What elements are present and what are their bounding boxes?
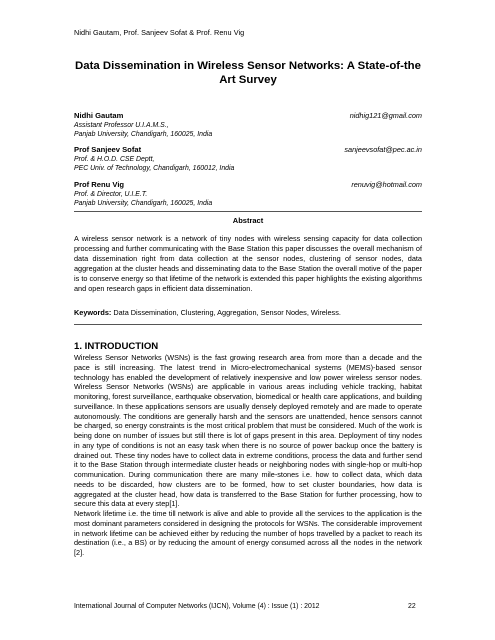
author-affiliation: Assistant Professor U.I.A.M.S.,	[74, 121, 169, 129]
running-head: Nidhi Gautam, Prof. Sanjeev Sofat & Prof. Renu Vig	[74, 28, 245, 37]
paragraph: Network lifetime i.e. the time till network is alive and able to provide all the services to the application is the most dominant parameters considered in designing the protocols for WSNs. The considerable improvement in network lifetime can be achieved either by reducing the number of hops travelled by a packet to reach its destination (i.e., a BS) or by reducing the amount of energy consumed across all the nodes in the network [2].	[74, 509, 422, 557]
section-heading-introduction: 1. INTRODUCTION	[74, 341, 159, 352]
introduction-body	[74, 353, 422, 558]
author-name: Prof Renu Vig	[74, 180, 125, 189]
abstract-top-rule	[74, 211, 422, 212]
author-email: sanjeevsofat@pec.ac.in	[344, 145, 422, 154]
author-affiliation: Prof. & H.O.D. CSE Deptt,	[74, 155, 155, 163]
footer-journal: International Journal of Computer Networks (IJCN), Volume (4) : Issue (1) : 2012	[74, 603, 320, 610]
paragraph: Wireless Sensor Networks (WSNs) is the fast growing research area from more than a decade and the pace is still increasing. The latest trend in Micro-electromechanical systems (MEMS)-based sensor technology has enabled the development of relatively inexpensive and low power wireless sensor nodes. Wireless Sensor Networks (WSNs) are applicable in various areas including vehicle tracking, habitat monitoring, forest surveillance, earthquake observation, biomedical or health care applications, and building surveillance. In these applications sensors are usually densely deployed remotely and are made to operate autonomously. The conditions are generally harsh and the sensors are unattended, hence sensors cannot be charged, so energy constraints is the most critical problem that must be considered. Much of the work is being done on number of issues but still there is lot of gaps present in this area. Deployment of tiny nodes in any type of conditions is not an easy task when there is no source of power backup once the battery is drained out. These tiny nodes have to collect data in extreme conditions, process the data and further send it to the Base Station through intermediate cluster heads or neighboring nodes with single-hop or multi-hop communication. During communication there are many mile-stones i.e. how to collect data, which data needs to be discarded, how clusters are to be formed, how to set cluster boundaries, how data is aggregated at the cluster head, how data is transferred to the Base Station for further processing, how to secure this data at every step[1].	[74, 353, 422, 509]
abstract-heading: Abstract	[232, 216, 264, 225]
author-name: Nidhi Gautam	[74, 111, 124, 120]
abstract-bottom-rule	[74, 324, 422, 325]
author-affiliation: Prof. & Director, U.I.E.T.	[74, 190, 148, 198]
footer-page-number: 22	[408, 603, 416, 610]
author-email: nidhig121@gmail.com	[349, 111, 422, 120]
author-email: renuvig@hotmail.com	[351, 180, 422, 189]
author-affiliation: PEC Univ. of Technology, Chandigarh, 160012, India	[74, 165, 235, 173]
author-block-1	[74, 111, 422, 140]
keywords-text: Data Dissemination, Clustering, Aggregation, Sensor Nodes, Wireless.	[113, 308, 341, 317]
author-name: Prof Sanjeev Sofat	[74, 145, 142, 154]
keywords-label: Keywords:	[74, 308, 112, 317]
keywords-line	[74, 308, 422, 318]
author-affiliation: Panjab University, Chandigarh, 160025, India	[74, 200, 213, 208]
author-block-3	[74, 180, 422, 209]
abstract-text: A wireless sensor network is a network of tiny nodes with wireless sensing capacity for data collection processing and further communicating with the Base Station this paper discusses the overall mechanism of data dissemination right from data collection at the sensor nodes, clustering of sensor nodes, data aggregation at the cluster heads and disseminating data to the Base Station the overall motive of the paper is to conserve energy so that lifetime of the network is extended this paper highlights the existing algorithms and open research gaps in efficient data dissemination.	[74, 234, 422, 293]
paper-title: Data Dissemination in Wireless Sensor Networks: A State-of-the Art Survey	[75, 60, 421, 86]
author-affiliation: Panjab University, Chandigarh, 160025, India	[74, 131, 213, 139]
author-block-2	[74, 145, 422, 174]
